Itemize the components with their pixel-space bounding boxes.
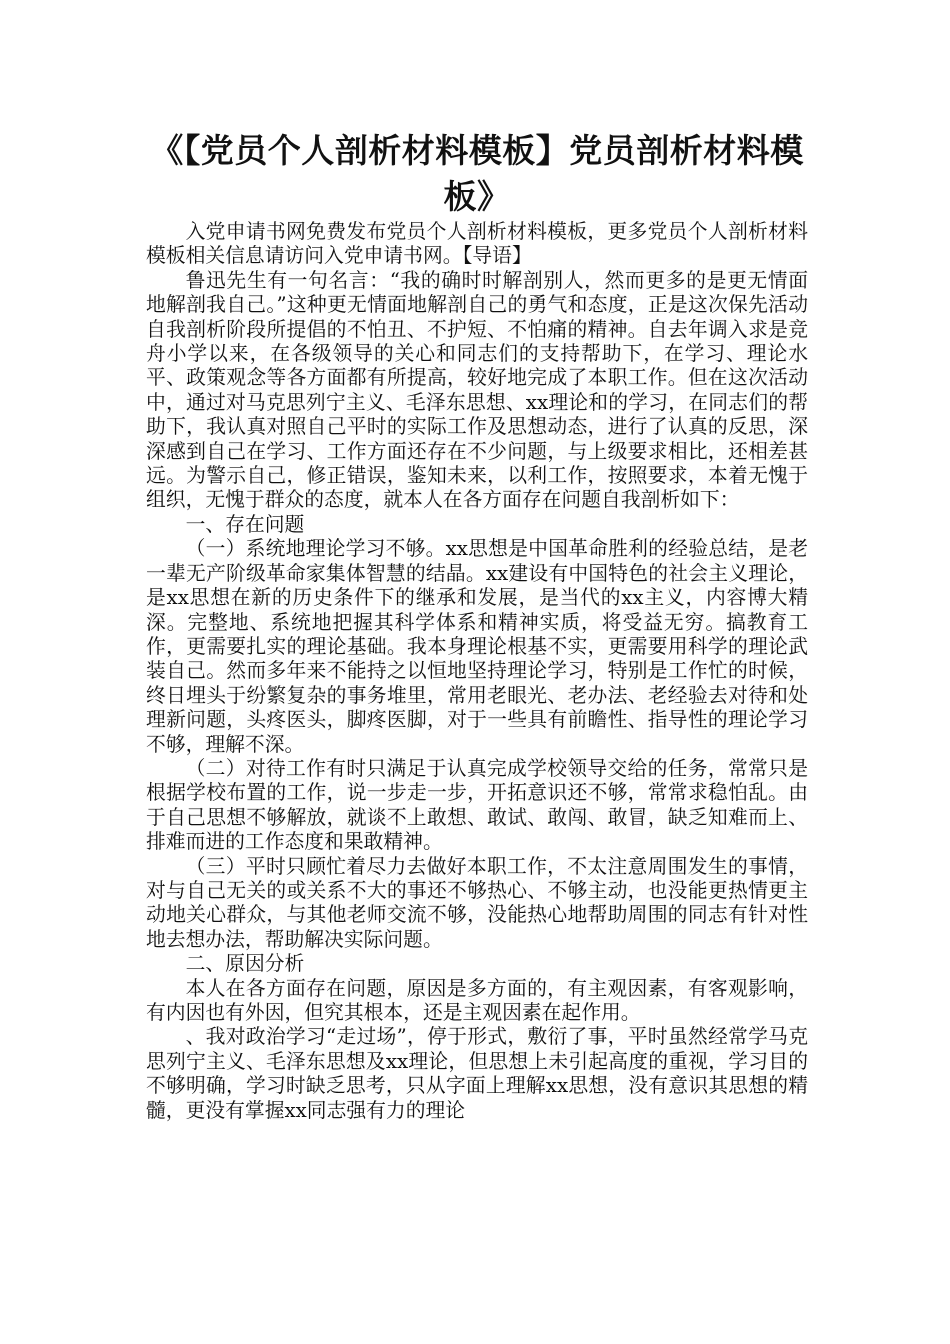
- paragraph-preface: 鲁迅先生有一句名言：“我的确时时解剖别人，然而更多的是更无情面地解剖我自己。”这种更无情面地解剖自己的勇气和态度，正是这次保先活动自我剖析阶段所提倡的不怕丑、不护短、不怕痛的精神。自去年调入求是竞舟小学以来，在各级领导的关心和同志们的支持帮助下，在学习、理论水平、政策观念等各方面都有所提高，较好地完成了本职工作。但在这次活动中，通过对马克思列宁主义、毛泽东思想、xx理论和的学习，在同志们的帮助下，我认真对照自己平时的实际工作及思想动态，进行了认真的反思，深深感到自己在学习、工作方面还存在不少问题，与上级要求相比，还相差甚远。为警示自己，修正错误，鉴知未来，以利工作，按照要求，本着无愧于组织，无愧于群众的态度，就本人在各方面存在问题自我剖析如下：: [146, 268, 808, 512]
- paragraph-problem-2: （二）对待工作有时只满足于认真完成学校领导交给的任务，常常只是根据学校布置的工作，说一步走一步，开拓意识还不够，常常求稳怕乱。由于自己思想不够解放，就谈不上敢想、敢试、敢闯、敢冒，缺乏知难而上、排难而进的工作态度和果敢精神。: [146, 756, 808, 854]
- paragraph-problem-1: （一）系统地理论学习不够。xx思想是中国革命胜利的经验总结，是老一辈无产阶级革命家集体智慧的结晶。xx建设有中国特色的社会主义理论，是xx思想在新的历史条件下的继承和发展，是当代的xx主义，内容博大精深。完整地、系统地把握其科学体系和精神实质，将受益无穷。搞教育工作，更需要扎实的理论基础。我本身理论根基不实，更需要用科学的理论武装自己。然而多年来不能持之以恒地坚持理论学习，特别是工作忙的时候，终日埋头于纷繁复杂的事务堆里，常用老眼光、老办法、老经验去对待和处理新问题，头疼医头，脚疼医脚，对于一些具有前瞻性、指导性的理论学习不够，理解不深。: [146, 537, 808, 756]
- section-heading-causes: 二、原因分析: [185, 952, 305, 976]
- paragraph-causes-intro: 本人在各方面存在问题，原因是多方面的，有主观因素，有客观影响，有内因也有外因，但究其根本，还是主观因素在起作用。: [146, 976, 808, 1024]
- paragraph-cause-1: 、我对政治学习“走过场”，停于形式，敷衍了事，平时虽然经常学马克思列宁主义、毛泽东思想及xx理论，但思想上未引起高度的重视，学习目的不够明确，学习时缺乏思考，只从字面上理解xx思想，没有意识其思想的精髓，更没有掌握xx同志强有力的理论: [146, 1025, 808, 1122]
- paragraph-problem-3: （三）平时只顾忙着尽力去做好本职工作，不太注意周围发生的事情，对与自己无关的或关系不大的事还不够热心、不够主动，也没能更热情更主动地关心群众，与其他老师交流不够，没能热心地帮助周围的同志有针对性地去想办法，帮助解决实际问题。: [146, 854, 808, 951]
- section-heading-problems: 一、存在问题: [185, 512, 305, 536]
- document-title: 《【党员个人剖析材料模板】党员剖析材料模板》: [150, 131, 804, 216]
- document-body: [146, 128, 808, 1123]
- paragraph-intro: 入党申请书网免费发布党员个人剖析材料模板，更多党员个人剖析材料模板相关信息请访问入党申请书网。【导语】: [146, 220, 808, 268]
